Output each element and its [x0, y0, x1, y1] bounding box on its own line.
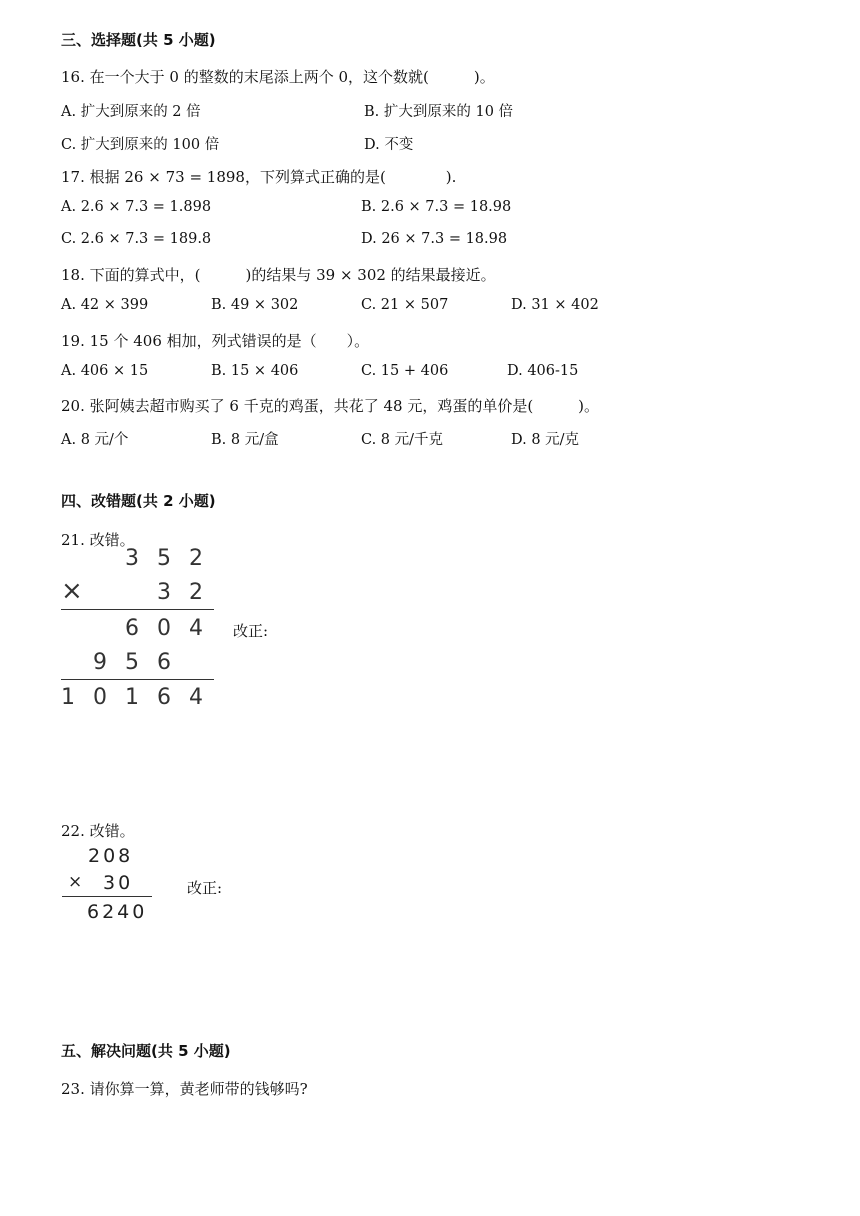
- q21-digit: 3: [125, 546, 139, 571]
- q21-correction-label: 改正:: [233, 622, 269, 640]
- q17-option-b: B. 2.6 × 7.3 = 18.98: [361, 199, 512, 215]
- q22-multiplicand: 208: [88, 845, 134, 867]
- q18-option-c: C. 21 × 507: [361, 297, 449, 313]
- q21-digit: 1: [125, 685, 139, 710]
- question-16-stem: 16. 在一个大于 0 的整数的末尾添上两个 0，这个数就( )。: [61, 68, 495, 86]
- q22-multiplier: 30: [103, 872, 134, 894]
- q19-option-c: C. 15 + 406: [361, 363, 449, 379]
- q21-digit: 5: [157, 546, 171, 571]
- section-5-title: 五、解决问题(共 5 小题): [61, 1042, 231, 1060]
- q16-option-a: A. 扩大到原来的 2 倍: [61, 104, 201, 120]
- q18-option-a: A. 42 × 399: [61, 297, 149, 313]
- q21-digit: 4: [189, 685, 203, 710]
- q19-option-a: A. 406 × 15: [61, 363, 149, 379]
- q16-option-c: C. 扩大到原来的 100 倍: [61, 137, 220, 153]
- section-4-title: 四、改错题(共 2 小题): [61, 492, 216, 510]
- q21-digit: 2: [189, 580, 203, 605]
- q21-rule-1: [61, 609, 214, 610]
- q18-option-b: B. 49 × 302: [211, 297, 299, 313]
- q21-digit: 3: [157, 580, 171, 605]
- question-23-stem: 23. 请你算一算，黄老师带的钱够吗?: [61, 1080, 308, 1098]
- q17-option-c: C. 2.6 × 7.3 = 189.8: [61, 231, 212, 247]
- q22-rule: [62, 896, 152, 897]
- q21-digit: 2: [189, 546, 203, 571]
- q19-option-b: B. 15 × 406: [211, 363, 299, 379]
- question-20-stem: 20. 张阿姨去超市购买了 6 千克的鸡蛋，共花了 48 元，鸡蛋的单价是( )。: [61, 397, 600, 415]
- question-21-stem: 21. 改错。: [61, 531, 135, 549]
- q22-product: 6240: [87, 901, 148, 923]
- q20-option-c: C. 8 元/千克: [361, 432, 444, 448]
- q21-digit: 0: [93, 685, 107, 710]
- q19-option-d: D. 406-15: [507, 363, 579, 379]
- section-3-title: 三、选择题(共 5 小题): [61, 31, 216, 49]
- q21-digit: 1: [61, 685, 75, 710]
- question-17-stem: 17. 根据 26 × 73 = 1898，下列算式正确的是( ).: [61, 168, 457, 186]
- q22-correction-label: 改正:: [187, 879, 223, 897]
- q21-digit: 6: [157, 650, 171, 675]
- multiply-sign: ×: [61, 576, 83, 606]
- q16-option-d: D. 不变: [364, 137, 414, 153]
- q21-rule-2: [61, 679, 214, 680]
- q17-option-d: D. 26 × 7.3 = 18.98: [361, 231, 508, 247]
- q17-option-a: A. 2.6 × 7.3 = 1.898: [61, 199, 212, 215]
- q21-digit: 9: [93, 650, 107, 675]
- question-19-stem: 19. 15 个 406 相加，列式错误的是（ ）。: [61, 332, 370, 350]
- question-18-stem: 18. 下面的算式中，( )的结果与 39 × 302 的结果最接近。: [61, 266, 496, 284]
- q20-option-d: D. 8 元/克: [511, 432, 580, 448]
- q21-digit: 4: [189, 616, 203, 641]
- q20-option-a: A. 8 元/个: [61, 432, 129, 448]
- q21-digit: 5: [125, 650, 139, 675]
- q21-digit: 6: [157, 685, 171, 710]
- question-22-stem: 22. 改错。: [61, 822, 135, 840]
- q18-option-d: D. 31 × 402: [511, 297, 599, 313]
- q21-digit: 6: [125, 616, 139, 641]
- multiply-sign: ×: [68, 872, 86, 892]
- q21-digit: 0: [157, 616, 171, 641]
- q20-option-b: B. 8 元/盒: [211, 432, 279, 448]
- q16-option-b: B. 扩大到原来的 10 倍: [364, 104, 514, 120]
